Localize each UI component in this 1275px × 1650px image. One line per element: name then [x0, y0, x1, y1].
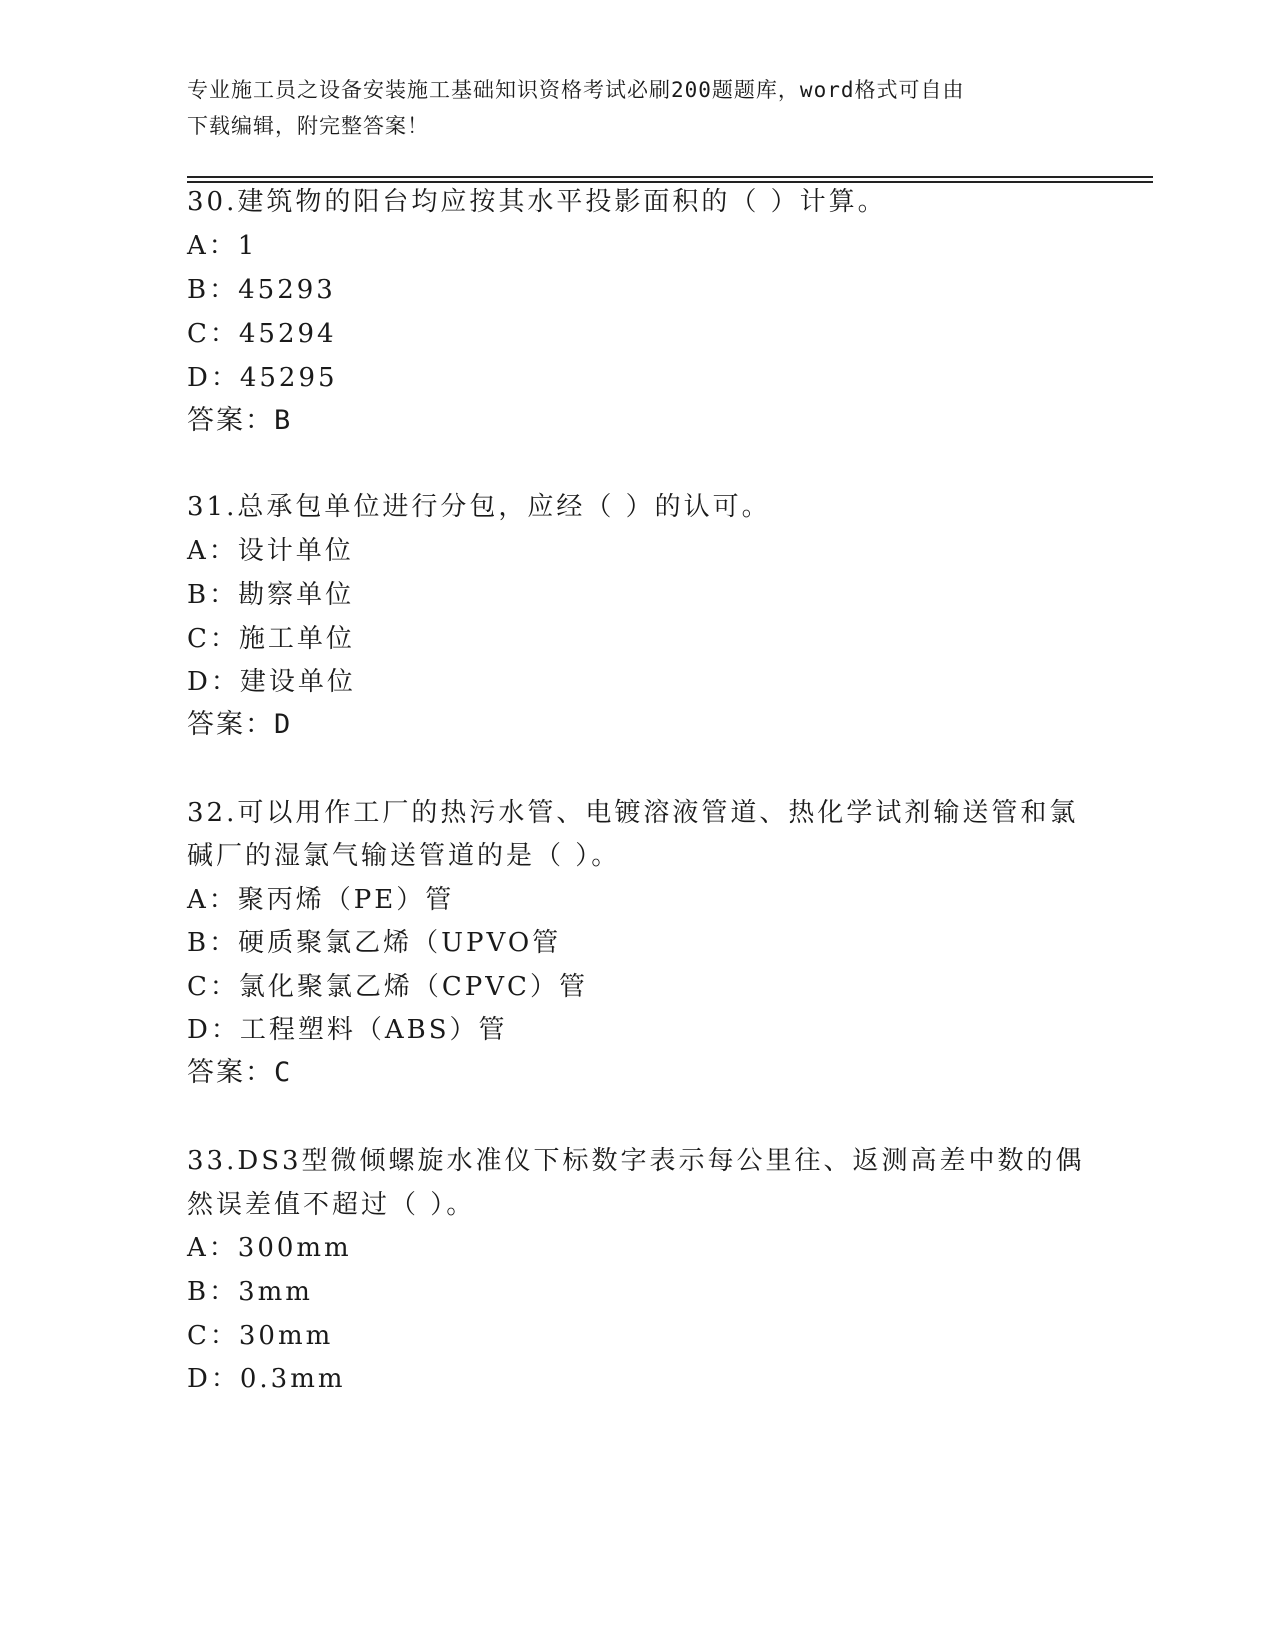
header-divider-top [187, 176, 1153, 178]
question-stem: 30.建筑物的阳台均应按其水平投影面积的（ ）计算。 [187, 187, 887, 217]
option-b: B：3mm [187, 1277, 313, 1307]
header-divider-bottom [187, 181, 1153, 183]
question-stem-line-2: 碱厂的湿氯气输送管道的是（ ）。 [187, 841, 621, 871]
option-a: A：设计单位 [187, 536, 354, 566]
question-stem: 31.总承包单位进行分包，应经（ ）的认可。 [187, 492, 771, 522]
option-d: D：45295 [187, 363, 338, 393]
option-d: D：建设单位 [187, 667, 356, 697]
option-c: C：30mm [187, 1321, 334, 1351]
question-stem-line-2: 然误差值不超过（ ）。 [187, 1190, 476, 1220]
option-a: A：聚丙烯（PE）管 [187, 885, 455, 915]
option-b: B：硬质聚氯乙烯（UPVO管 [187, 928, 562, 958]
header-line-2: 下载编辑，附完整答案！ [187, 114, 429, 138]
answer: 答案：D [187, 709, 293, 740]
option-c: C：氯化聚氯乙烯（CPVC）管 [187, 972, 588, 1002]
option-b: B：45293 [187, 275, 336, 305]
question-stem-line-1: 32.可以用作工厂的热污水管、电镀溶液管道、热化学试剂输送管和氯 [187, 798, 1079, 828]
option-c: C：施工单位 [187, 624, 355, 654]
option-b: B：勘察单位 [187, 580, 355, 610]
option-d: D：工程塑料（ABS）管 [187, 1015, 508, 1045]
question-stem-line-1: 33.DS3型微倾螺旋水准仪下标数字表示每公里往、返测高差中数的偶 [187, 1146, 1085, 1176]
option-c: C：45294 [187, 319, 337, 349]
option-a: A：300mm [187, 1233, 352, 1263]
option-a: A：1 [187, 231, 258, 261]
document-header [187, 72, 1067, 144]
answer: 答案：C [187, 1057, 293, 1088]
header-line-1: 专业施工员之设备安装施工基础知识资格考试必刷200题题库，word格式可自由 [187, 78, 965, 102]
answer: 答案：B [187, 405, 293, 436]
option-d: D：0.3mm [187, 1364, 346, 1394]
